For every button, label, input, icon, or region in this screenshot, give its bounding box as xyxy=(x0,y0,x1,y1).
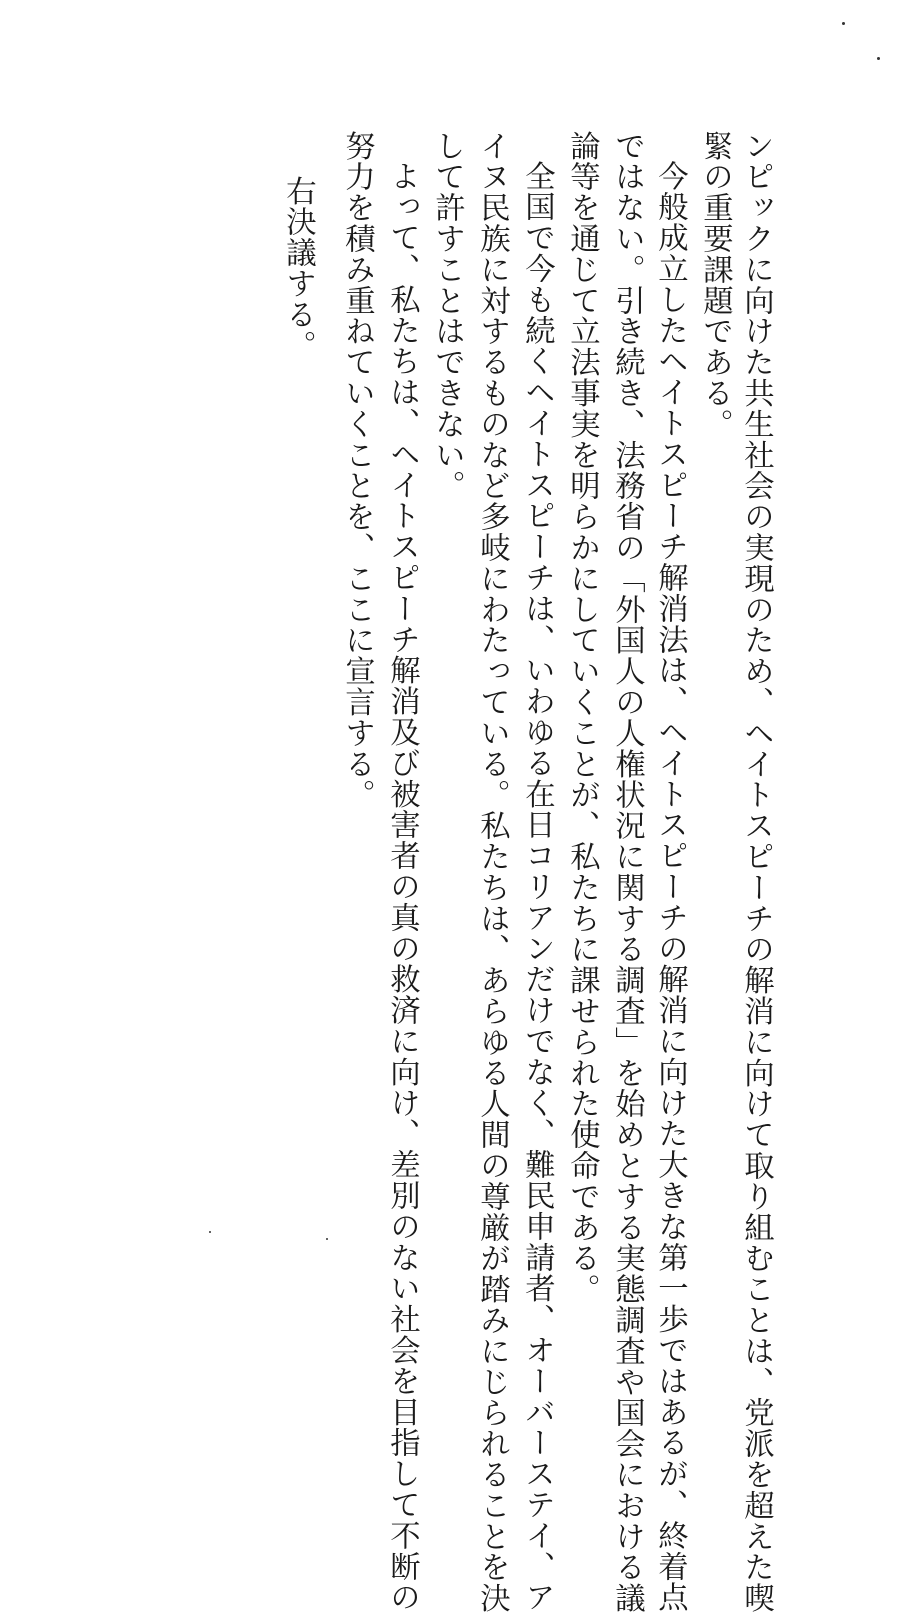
text-line-5: 論等を通じて立法事実を明らかにしていくことが、私たちに課せられた使命である。 xyxy=(564,130,600,1305)
text-line-2: 緊の重要課題である。 xyxy=(697,130,733,439)
text-line-9: よって、私たちは、ヘイトスピーチ解消及び被害者の真の救済に向け、差別のない社会を目指して不断の xyxy=(384,160,420,1613)
text-line-4: ではない。引き続き、法務省の「外国人の人権状況に関する調査」を始めとする実態調査や国会における議 xyxy=(609,130,645,1613)
text-line-10: 努力を積み重ねていくことを、ここに宣言する。 xyxy=(339,130,375,810)
text-line-1: ンピックに向けた共生社会の実現のため、ヘイトスピーチの解消に向けて取り組むことは、党派を超えた喫 xyxy=(738,130,774,1613)
text-line-7: イヌ民族に対するものなど多岐にわたっている。私たちは、あらゆる人間の尊厳が踏みにじられることを決 xyxy=(474,130,510,1613)
scan-speck xyxy=(209,1231,211,1233)
text-line-3: 今般成立したヘイトスピーチ解消法は、ヘイトスピーチの解消に向けた大きな第一歩ではあるが、終着点 xyxy=(652,160,688,1613)
text-line-8: して許すことはできない。 xyxy=(429,130,465,501)
scan-speck xyxy=(842,22,845,25)
scan-speck xyxy=(326,1238,328,1240)
scan-speck xyxy=(877,57,880,60)
text-line-11: 右決議する。 xyxy=(280,175,316,361)
text-line-6: 全国で今も続くヘイトスピーチは、いわゆる在日コリアンだけでなく、難民申請者、オーバーステイ、ア xyxy=(519,160,555,1613)
